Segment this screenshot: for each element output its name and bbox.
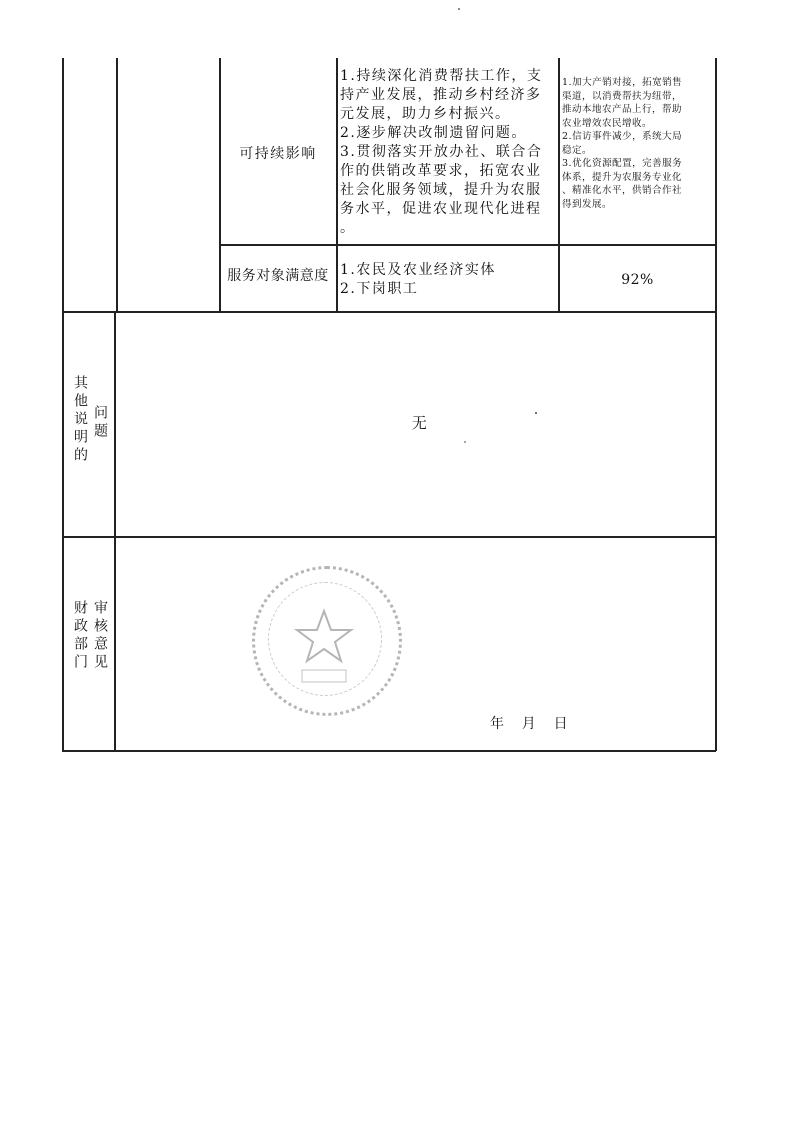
review-date: 年 月 日	[490, 716, 568, 732]
grid-line	[116, 58, 118, 312]
other-issues-content: 无	[411, 414, 429, 432]
grid-line	[336, 58, 338, 312]
official-seal	[252, 566, 402, 716]
finance-review-label-col1: 财政部门	[72, 600, 88, 672]
other-issues-label-col1: 其他说明的	[72, 375, 88, 465]
sustainable-impact-content: 1.持续深化消费帮扶工作，支 持产业发展，推动乡村经济多 元发展，助力乡村振兴。 2.逐步解决改制遗留问题。 3.贯彻落实开放办社、联合合 作的供销改革要求，拓宽农业 社会化服务领域，提升为农服 务水平，促进农业现代化进程 。	[340, 68, 543, 236]
grid-line	[219, 244, 716, 246]
grid-line	[62, 536, 716, 538]
grid-line	[114, 311, 116, 751]
grid-line	[62, 311, 716, 313]
satisfaction-result: 92%	[621, 272, 654, 288]
seal-star-icon	[297, 611, 351, 661]
sustainable-impact-result: 1.加大产销对接，拓宽销售 渠道，以消费帮扶为纽带， 推动本地农产品上行，帮助 农业增效农民增收。 2.信访事件减少，系统大局 稳定。 3.优化资源配置，完善服务 体系，提升为农服务专业化 、精准化水平，供销合作社 得到发展。	[562, 77, 683, 210]
speck-mark	[535, 412, 537, 414]
satisfaction-content: 1.农民及农业经济实体 2.下岗职工	[340, 262, 496, 297]
satisfaction-label: 服务对象满意度	[227, 268, 329, 284]
table-border-bottom	[62, 750, 716, 752]
table-border-left	[62, 58, 64, 751]
speck-mark	[464, 441, 466, 443]
finance-review-label-col2: 审核意见	[92, 600, 108, 672]
table-border-right	[715, 58, 717, 751]
other-issues-label-col2: 问题	[92, 405, 108, 441]
speck-mark	[458, 8, 460, 10]
sustainable-impact-label: 可持续影响	[239, 146, 317, 162]
